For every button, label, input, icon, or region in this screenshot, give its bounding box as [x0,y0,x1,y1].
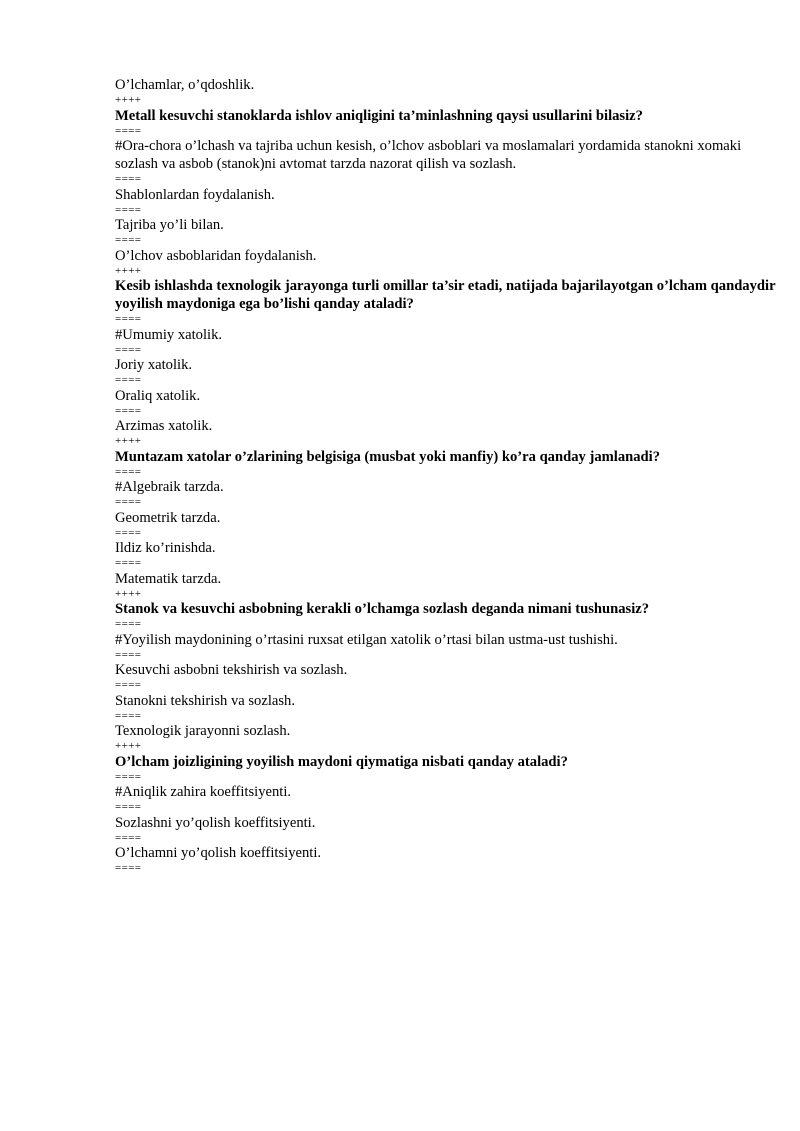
answer-separator: ==== [115,526,142,539]
question-separator: ++++ [115,587,142,600]
answer-separator: ==== [115,203,142,216]
question-separator: ++++ [115,740,142,752]
answer-separator: ==== [115,557,142,569]
question-text: Kesib ishlashda texnologik jarayonga turli omillar ta’sir etadi, natijada bajarilayotgan o’lcham qandaydir yoyilish maydoniga ega bo’lishi qanday ataladi? [115,278,776,312]
question-text: O’lcham joizligining yoyilish maydoni qiymatiga nisbati qanday ataladi? [115,753,568,770]
answer-option: O’lchamlar, o’qdoshlik. [115,77,255,93]
answer-option: Texnologik jarayonni sozlash. [115,723,291,739]
answer-option: Ildiz ko’rinishda. [115,540,216,556]
answer-option: Arzimas xatolik. [115,418,213,434]
correct-answer-option: #Algebraik tarzda. [115,479,224,495]
answer-separator: ==== [115,173,142,185]
answer-separator: ==== [115,234,142,246]
answer-separator: ==== [115,313,142,325]
answer-option: Sozlashni yo’qolish koeffitsiyenti. [115,814,316,831]
answer-separator: ==== [115,709,142,722]
answer-option: Tajriba yo’li bilan. [115,217,224,233]
answer-separator: ==== [115,124,142,137]
answer-option: Matematik tarzda. [115,570,222,587]
question-text: Stanok va kesuvchi asbobning kerakli o’lchamga sozlash deganda nimani tushunasiz? [115,601,650,617]
answer-separator: ==== [115,862,142,874]
question-text: Metall kesuvchi stanoklarda ishlov aniqligini ta’minlashning qaysi usullarini bilasiz? [115,107,643,124]
answer-option: Geometrik tarzda. [115,509,221,526]
answer-separator: ==== [115,831,142,844]
answer-separator: ==== [115,679,142,691]
answer-option: Stanokni tekshirish va sozlash. [115,692,295,709]
question-separator: ++++ [115,435,142,447]
question-separator: ++++ [115,264,142,277]
answer-separator: ==== [115,343,142,356]
document-page [115,76,780,875]
answer-separator: ==== [115,801,142,813]
question-separator: ++++ [115,94,142,106]
answer-option: Oraliq xatolik. [115,387,201,404]
correct-answer-option: #Umumiy xatolik. [115,326,223,343]
answer-option: Kesuvchi asbobni tekshirish va sozlash. [115,662,348,678]
correct-answer-option: #Ora-chora o’lchash va tajriba uchun kesish, o’lchov asboblari va moslamalari yordamida stanokni xomaki sozlash va asbob (stanok)ni avtomat tarzda nazorat qilish va sozlash. [115,138,742,172]
answer-separator: ==== [115,465,142,478]
answer-separator: ==== [115,404,142,417]
correct-answer-option: #Aniqlik zahira koeffitsiyenti. [115,784,292,800]
answer-option: Shablonlardan foydalanish. [115,186,275,203]
answer-separator: ==== [115,648,142,661]
correct-answer-option: #Yoyilish maydonining o’rtasini ruxsat etilgan xatolik o’rtasi bilan ustma-ust tushishi. [115,631,618,648]
answer-separator: ==== [115,496,142,508]
answer-separator: ==== [115,770,142,783]
answer-option: Joriy xatolik. [115,357,193,373]
answer-separator: ==== [115,618,142,630]
answer-option: O’lchamni yo’qolish koeffitsiyenti. [115,845,322,861]
answer-option: O’lchov asboblaridan foydalanish. [115,247,317,264]
question-text: Muntazam xatolar o’zlarining belgisiga (musbat yoki manfiy) ko’ra qanday jamlanadi? [115,448,660,465]
answer-separator: ==== [115,374,142,386]
